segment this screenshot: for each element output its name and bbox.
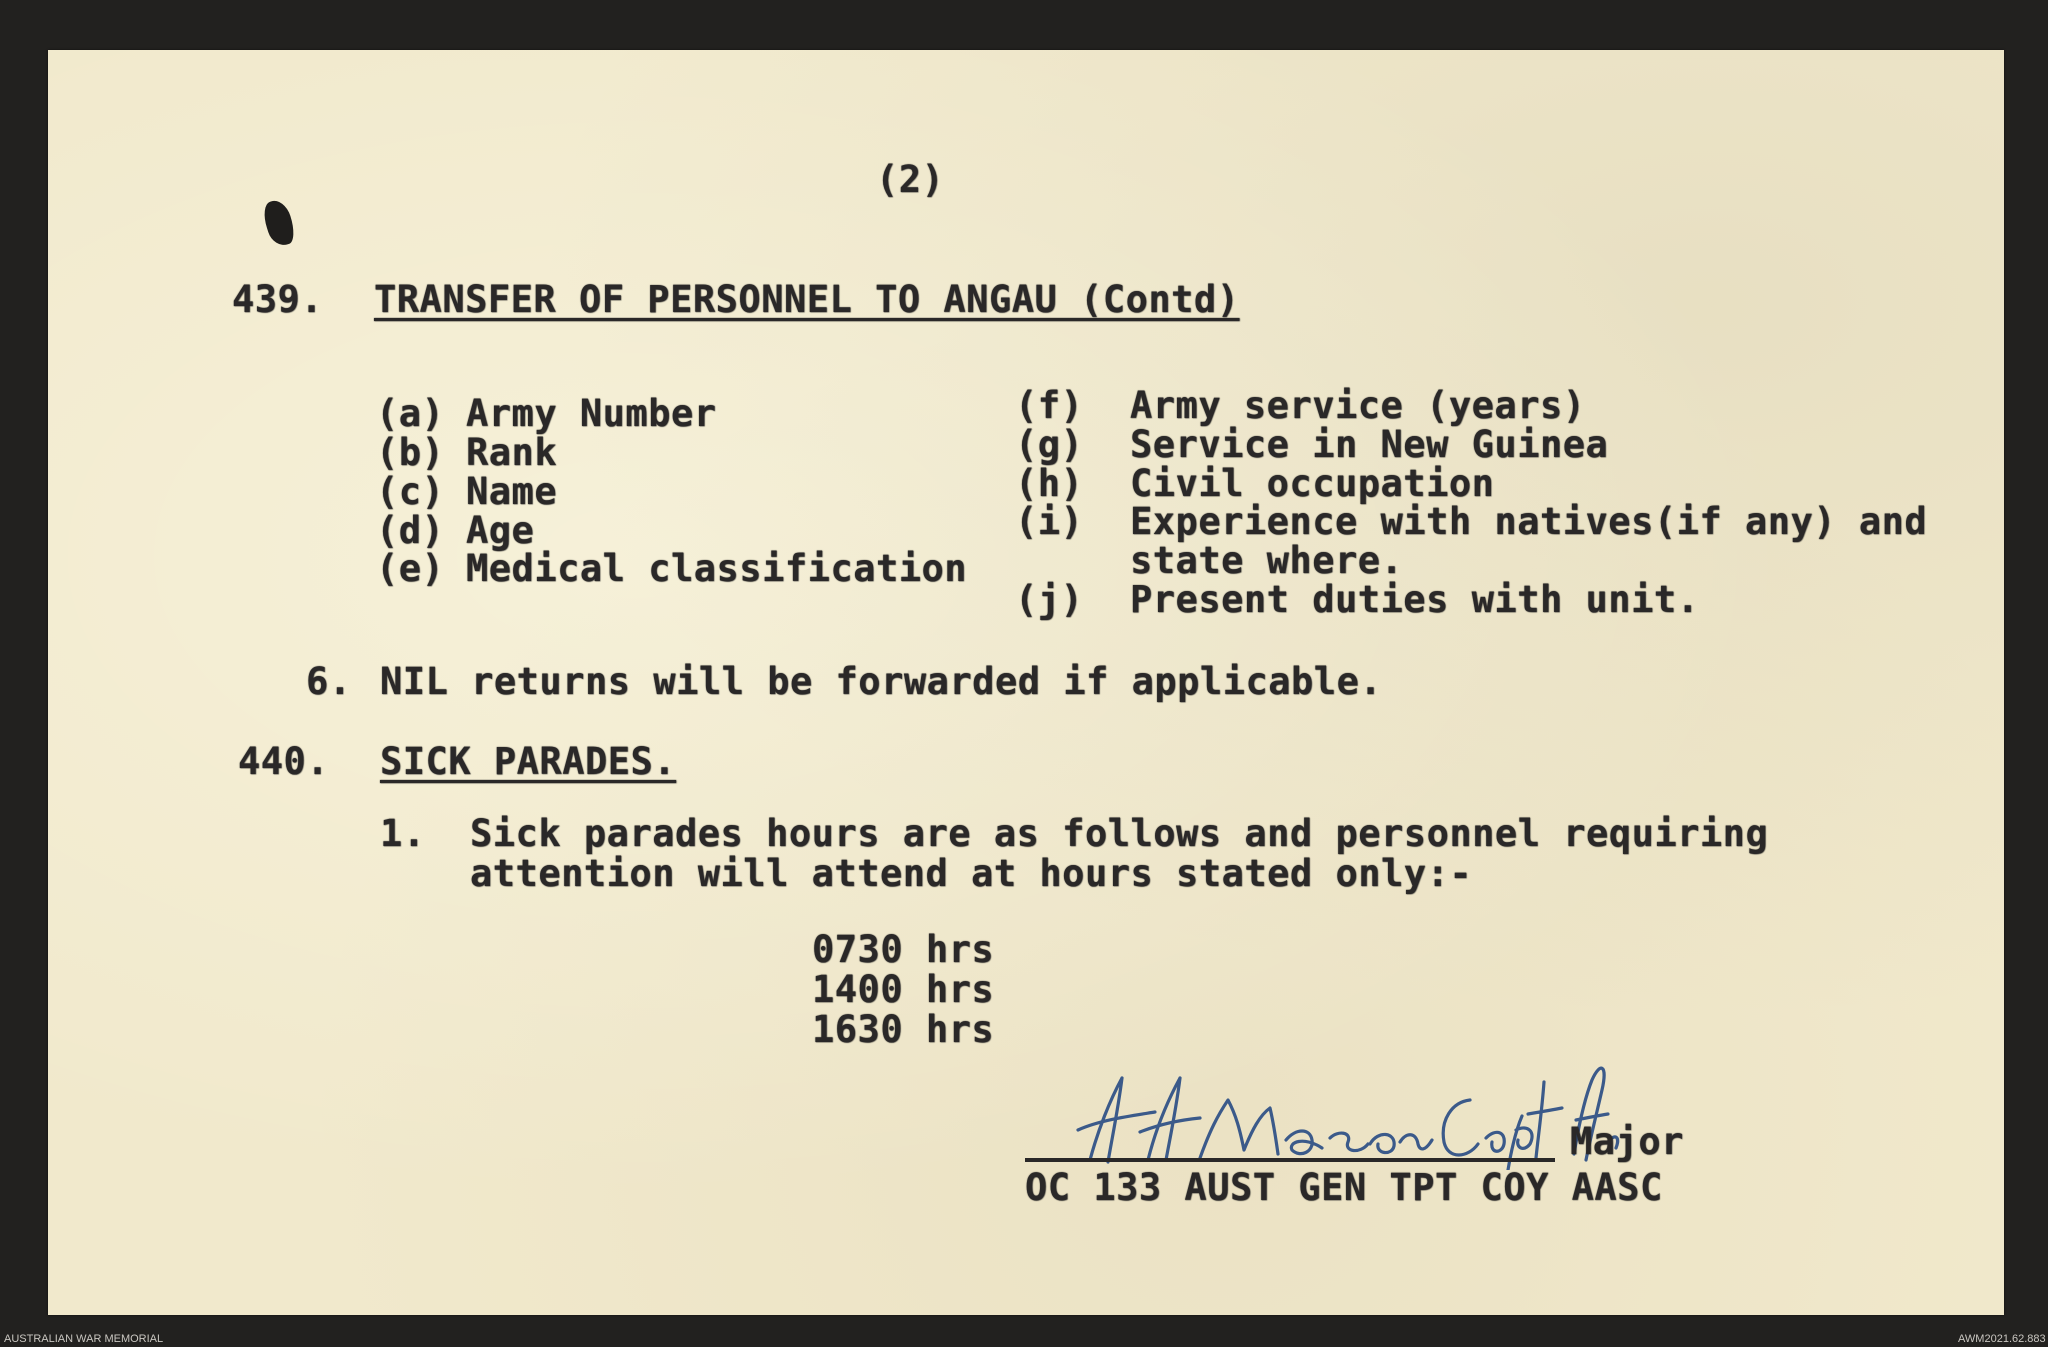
page-number: (2) xyxy=(876,158,945,201)
item-key: (d) xyxy=(376,509,445,552)
para-6-text: NIL returns will be forwarded if applicable. xyxy=(380,660,1383,703)
item-key: (c) xyxy=(376,470,445,513)
handwritten-signature xyxy=(1060,1020,1620,1170)
item-label: Age xyxy=(466,509,535,552)
item-label: Army Number xyxy=(466,392,717,435)
item-key: (e) xyxy=(376,547,445,590)
footer-accession-number: AWM2021.62.883 xyxy=(1958,1333,2046,1345)
time-entry: 1630 hrs xyxy=(812,1008,995,1051)
para-1-number: 1. xyxy=(380,812,426,855)
section-440-heading: SICK PARADES. xyxy=(380,740,677,783)
footer-archive-name: AUSTRALIAN WAR MEMORIAL xyxy=(4,1333,164,1345)
section-440-number: 440. xyxy=(238,740,330,783)
signatory-unit: OC 133 AUST GEN TPT COY AASC xyxy=(1025,1166,1663,1209)
item-label: Army service (years) xyxy=(1130,384,1586,427)
section-439-number: 439. xyxy=(232,278,324,321)
item-label: Civil occupation xyxy=(1130,462,1495,505)
item-key: (a) xyxy=(376,392,445,435)
time-entry: 1400 hrs xyxy=(812,968,995,1011)
item-label-continued: state where. xyxy=(1130,539,1404,582)
item-key: (f) xyxy=(1015,384,1084,427)
item-key: (h) xyxy=(1015,462,1084,505)
time-entry: 0730 hrs xyxy=(812,928,995,971)
para-1-line-1: Sick parades hours are as follows and personnel requiring xyxy=(470,812,1769,855)
item-label: Present duties with unit. xyxy=(1130,578,1700,621)
item-key: (j) xyxy=(1015,578,1084,621)
signatory-rank: Major xyxy=(1570,1120,1684,1163)
item-label: Medical classification xyxy=(466,547,968,590)
item-label: Experience with natives(if any) and xyxy=(1130,500,1928,543)
para-6-number: 6. xyxy=(306,660,352,703)
section-439-heading: TRANSFER OF PERSONNEL TO ANGAU (Contd) xyxy=(374,278,1240,321)
item-key: (g) xyxy=(1015,423,1084,466)
item-label: Name xyxy=(466,470,558,513)
item-label: Service in New Guinea xyxy=(1130,423,1609,466)
para-1-line-2: attention will attend at hours stated only:- xyxy=(470,852,1473,895)
item-key: (b) xyxy=(376,431,445,474)
signature-line xyxy=(1025,1158,1555,1162)
item-label: Rank xyxy=(466,431,558,474)
punch-hole xyxy=(260,197,299,249)
item-key: (i) xyxy=(1015,500,1084,543)
